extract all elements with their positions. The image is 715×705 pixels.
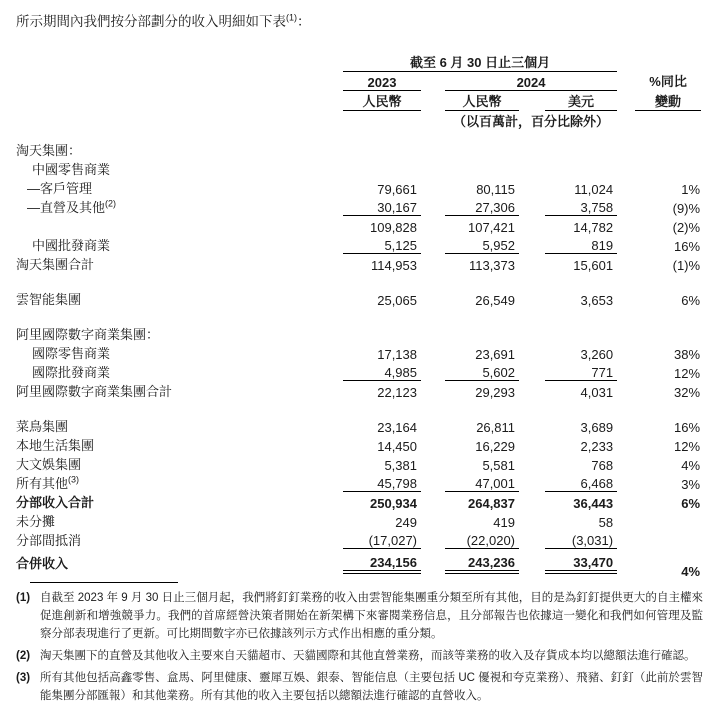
row-label-text: 阿里國際數字商業集團： bbox=[16, 326, 160, 342]
row-label-text: 大文娛集團 bbox=[16, 456, 82, 472]
row-label bbox=[16, 530, 343, 549]
row-label bbox=[16, 140, 343, 159]
spacer-cell bbox=[16, 273, 701, 289]
footnote-marker: (1) bbox=[16, 591, 31, 604]
value-yoy: (2)% bbox=[672, 219, 701, 235]
empty-cell bbox=[421, 110, 445, 130]
value-2024-rmb: 47,001 bbox=[445, 473, 519, 492]
row-label bbox=[16, 343, 343, 362]
spacer-cell bbox=[519, 473, 545, 492]
row-label bbox=[16, 435, 343, 454]
empty-cell bbox=[16, 110, 343, 130]
table-row bbox=[16, 549, 701, 572]
footnotes-section bbox=[16, 589, 707, 705]
spacer-cell bbox=[16, 308, 701, 324]
row-label bbox=[16, 549, 343, 572]
value-yoy: 12% bbox=[674, 365, 701, 381]
empty-cell bbox=[16, 71, 343, 90]
spacer-cell bbox=[617, 473, 635, 492]
value-2024-usd bbox=[545, 324, 617, 343]
spacer-cell bbox=[617, 530, 635, 549]
value-2024-rmb: 113,373 bbox=[468, 257, 515, 273]
spacer-cell bbox=[617, 492, 635, 511]
header-yoy: %同比 bbox=[649, 74, 687, 89]
row-label-text: 合併收入 bbox=[16, 555, 69, 571]
footnote bbox=[16, 669, 707, 705]
value-2023-rmb bbox=[343, 140, 421, 159]
value-2023-rmb: 23,164 bbox=[377, 419, 417, 435]
table-row bbox=[16, 454, 701, 473]
value-yoy: 6% bbox=[681, 292, 701, 308]
spacer-cell bbox=[617, 235, 635, 254]
spacer-cell bbox=[617, 324, 635, 343]
row-label-text: 未分攤 bbox=[16, 513, 56, 529]
footnote-ref: (1) bbox=[286, 12, 297, 23]
value-2024-rmb: 243,236 bbox=[445, 549, 519, 572]
value-2023-rmb: 234,156 bbox=[343, 549, 421, 572]
spacer-cell bbox=[519, 159, 545, 178]
value-2023-rmb: 22,123 bbox=[377, 384, 417, 400]
spacer-cell bbox=[421, 492, 445, 511]
spacer-cell bbox=[617, 511, 635, 530]
table-row bbox=[16, 324, 701, 343]
empty-cell bbox=[617, 51, 635, 71]
value-2023-rmb: 114,953 bbox=[370, 257, 417, 273]
table-row bbox=[16, 216, 701, 235]
value-2023-rmb: 5,381 bbox=[384, 457, 417, 473]
value-2024-rmb: 80,115 bbox=[476, 181, 515, 197]
spacer-cell bbox=[617, 343, 635, 362]
value-2024-usd: 58 bbox=[598, 514, 614, 530]
value-yoy: (1)% bbox=[672, 257, 701, 273]
table-row bbox=[16, 362, 701, 381]
header-year-2023: 2023 bbox=[343, 71, 421, 90]
spacer-cell bbox=[421, 289, 445, 308]
footnote-text: 自截至 2023 年 9 月 30 日止三個月起，我們將釘釘業務的收入由雲智能集團重分類至所有其他，目的是為釘釘提供更大的自主權來促進創新和增強競爭力。我們的首席經營決策者開始在新架構下來審閱業務信息，且分部報告也依據這一變化和我們如何管理及監察分部表現進行了更新。可比期間數字亦已依據該列示方式作出相應的重分類。 bbox=[40, 591, 703, 640]
row-label bbox=[16, 362, 343, 381]
value-2024-rmb: 419 bbox=[493, 514, 515, 530]
row-label bbox=[16, 492, 343, 511]
value-2024-usd: 11,024 bbox=[574, 181, 614, 197]
row-label bbox=[16, 416, 343, 435]
spacer-cell bbox=[421, 216, 445, 235]
row-label bbox=[16, 197, 343, 216]
spacer-cell bbox=[617, 178, 635, 197]
row-label bbox=[16, 216, 343, 235]
footnote-ref: (3) bbox=[68, 474, 80, 485]
table-row bbox=[16, 178, 701, 197]
row-label bbox=[16, 381, 343, 400]
empty-cell bbox=[617, 90, 635, 110]
spacer-cell bbox=[421, 178, 445, 197]
header-rmb-2024: 人民幣 bbox=[445, 90, 519, 110]
footnote-text: 所有其他包括高鑫零售、盒馬、阿里健康、靈犀互娛、銀泰、智能信息（主要包括 UC 優視和夸克業務）、飛豬、釘釘（此前於雲智能集團分部匯報）和其他業務。所有其他的收入主要包括以總額法進行確認的直營收入。 bbox=[40, 671, 703, 702]
value-2023-rmb: 5,125 bbox=[343, 235, 421, 254]
row-label-text: 菜鳥集團 bbox=[16, 418, 69, 434]
spacer-cell bbox=[421, 473, 445, 492]
value-2024-usd: 771 bbox=[545, 362, 617, 381]
row-label-text: 國際批發商業 bbox=[32, 364, 111, 380]
footnote-marker: (2) bbox=[16, 649, 31, 662]
row-label-text: 淘天集團： bbox=[16, 142, 82, 158]
row-label bbox=[16, 235, 343, 254]
value-2024-rmb: 5,602 bbox=[445, 362, 519, 381]
row-label-text: 分部收入合計 bbox=[16, 494, 95, 510]
spacer-cell bbox=[617, 435, 635, 454]
spacer-cell bbox=[519, 216, 545, 235]
empty-cell bbox=[16, 51, 343, 71]
header-gap bbox=[16, 130, 701, 140]
empty-cell bbox=[421, 71, 445, 90]
spacer-cell bbox=[617, 381, 635, 400]
spacer-cell bbox=[519, 511, 545, 530]
value-2023-rmb: 4,985 bbox=[343, 362, 421, 381]
spacer-cell bbox=[617, 197, 635, 216]
row-label-text: 雲智能集團 bbox=[16, 291, 82, 307]
value-2024-usd: 2,233 bbox=[580, 438, 614, 454]
spacer-cell bbox=[617, 254, 635, 273]
spacer-cell bbox=[519, 140, 545, 159]
table-row bbox=[16, 289, 701, 308]
row-label-text: —客戶管理 bbox=[27, 180, 93, 196]
value-2024-usd: 4,031 bbox=[580, 384, 614, 400]
header-yoy-change: 變動 bbox=[635, 90, 701, 110]
value-yoy: 16% bbox=[674, 419, 701, 435]
table-row bbox=[16, 435, 701, 454]
table-body bbox=[16, 140, 701, 579]
row-label bbox=[16, 178, 343, 197]
spacer-cell bbox=[421, 435, 445, 454]
intro-main: 所示期間內我們按分部劃分的收入明細如下表 bbox=[16, 14, 286, 29]
spacer-cell bbox=[519, 235, 545, 254]
row-label-text: 本地生活集團 bbox=[16, 437, 95, 453]
spacer-cell bbox=[519, 416, 545, 435]
header-rmb-2023: 人民幣 bbox=[343, 90, 421, 110]
header-year-2024: 2024 bbox=[445, 71, 617, 90]
value-2024-rmb: 264,837 bbox=[468, 495, 515, 511]
spacer-cell bbox=[421, 140, 445, 159]
value-2024-usd: (3,031) bbox=[545, 530, 617, 549]
row-label bbox=[16, 454, 343, 473]
spacer-cell bbox=[519, 289, 545, 308]
value-yoy: 4% bbox=[681, 457, 701, 473]
value-2023-rmb: 14,450 bbox=[377, 438, 417, 454]
spacer-cell bbox=[617, 140, 635, 159]
row-label-text: 所有其他 bbox=[16, 475, 69, 491]
row-label-text: 國際零售商業 bbox=[32, 345, 111, 361]
spacer-cell bbox=[519, 381, 545, 400]
table-row bbox=[16, 140, 701, 159]
value-yoy: 38% bbox=[674, 346, 701, 362]
header-row-period bbox=[16, 51, 701, 71]
footnote-text: 淘天集團下的直營及其他收入主要來自天貓超市、天貓國際和其他直營業務，而該等業務的收入及存貨成本均以總額法進行確認。 bbox=[40, 649, 696, 662]
spacer-cell bbox=[421, 511, 445, 530]
spacer-row bbox=[16, 400, 701, 416]
spacer-cell bbox=[421, 324, 445, 343]
spacer-cell bbox=[617, 289, 635, 308]
table-row bbox=[16, 530, 701, 549]
spacer-cell bbox=[421, 416, 445, 435]
spacer-cell bbox=[421, 549, 445, 572]
table-row bbox=[16, 492, 701, 511]
footnote-ref: (2) bbox=[105, 198, 117, 209]
value-2023-rmb: 17,138 bbox=[377, 346, 417, 362]
spacer-cell bbox=[16, 400, 701, 416]
value-2024-usd bbox=[545, 140, 617, 159]
empty-cell bbox=[617, 71, 635, 90]
spacer-cell bbox=[519, 324, 545, 343]
value-yoy: 4% bbox=[681, 563, 701, 579]
value-2024-rmb: 16,229 bbox=[475, 438, 515, 454]
value-2024-rmb: 26,811 bbox=[476, 419, 515, 435]
value-yoy: 32% bbox=[674, 384, 701, 400]
value-2024-usd: 36,443 bbox=[573, 495, 614, 511]
row-label-text: 分部間抵消 bbox=[16, 532, 82, 548]
footnote-separator bbox=[30, 582, 178, 583]
empty-cell bbox=[16, 90, 343, 110]
spacer-cell bbox=[519, 492, 545, 511]
value-2024-rmb: 5,952 bbox=[445, 235, 519, 254]
spacer-cell bbox=[421, 254, 445, 273]
value-yoy bbox=[635, 140, 701, 159]
row-label-text: 中國批發商業 bbox=[32, 237, 111, 253]
spacer-cell bbox=[617, 362, 635, 381]
spacer-cell bbox=[519, 435, 545, 454]
value-yoy bbox=[635, 324, 701, 343]
spacer-cell bbox=[617, 454, 635, 473]
intro-text bbox=[16, 12, 707, 31]
empty-cell bbox=[617, 110, 635, 130]
empty-cell bbox=[343, 110, 421, 130]
value-2024-usd: 33,470 bbox=[545, 549, 617, 572]
value-2024-usd: 3,689 bbox=[580, 419, 614, 435]
row-label bbox=[16, 289, 343, 308]
row-label-text: —直營及其他 bbox=[27, 199, 106, 215]
value-2024-rmb bbox=[445, 324, 519, 343]
spacer-cell bbox=[617, 549, 635, 572]
row-label-text: 阿里國際數字商業集團合計 bbox=[16, 383, 173, 399]
intro-colon: ： bbox=[297, 14, 311, 29]
table-row bbox=[16, 343, 701, 362]
value-2024-rmb bbox=[445, 140, 519, 159]
empty-cell bbox=[635, 51, 701, 71]
value-yoy: (9)% bbox=[672, 200, 701, 216]
spacer-cell bbox=[617, 216, 635, 235]
value-2024-rmb: 107,421 bbox=[468, 219, 515, 235]
value-2023-rmb bbox=[343, 159, 421, 178]
value-2023-rmb: (17,027) bbox=[343, 530, 421, 549]
spacer-cell bbox=[519, 197, 545, 216]
spacer-cell bbox=[519, 178, 545, 197]
spacer-cell bbox=[519, 530, 545, 549]
value-2024-usd: 14,782 bbox=[573, 219, 614, 235]
row-label bbox=[16, 324, 343, 343]
value-2023-rmb bbox=[343, 324, 421, 343]
table-row bbox=[16, 197, 701, 216]
table-row bbox=[16, 381, 701, 400]
empty-cell bbox=[519, 90, 545, 110]
spacer-cell bbox=[421, 454, 445, 473]
value-2024-rmb: 29,293 bbox=[475, 384, 515, 400]
value-2024-usd: 3,260 bbox=[580, 346, 614, 362]
header-row-unit bbox=[16, 110, 701, 130]
value-2023-rmb: 249 bbox=[395, 514, 417, 530]
value-2023-rmb: 30,167 bbox=[343, 197, 421, 216]
row-label bbox=[16, 473, 343, 492]
value-yoy: 16% bbox=[674, 238, 701, 254]
value-2024-usd: 768 bbox=[591, 457, 614, 473]
value-2024-rmb: (22,020) bbox=[445, 530, 519, 549]
value-2023-rmb: 79,661 bbox=[377, 181, 417, 197]
spacer-cell bbox=[421, 197, 445, 216]
footnote-marker: (3) bbox=[16, 671, 31, 684]
value-yoy bbox=[635, 511, 701, 530]
value-2024-usd: 15,601 bbox=[573, 257, 614, 273]
value-2024-usd: 3,758 bbox=[545, 197, 617, 216]
value-2023-rmb: 250,934 bbox=[370, 495, 417, 511]
spacer-cell bbox=[519, 254, 545, 273]
value-2023-rmb: 109,828 bbox=[370, 219, 417, 235]
value-yoy bbox=[635, 159, 701, 178]
spacer-cell bbox=[617, 159, 635, 178]
row-label bbox=[16, 511, 343, 530]
footnote bbox=[16, 589, 707, 643]
value-yoy: 3% bbox=[681, 476, 701, 492]
table-row bbox=[16, 159, 701, 178]
header-row-years bbox=[16, 71, 701, 90]
table-row bbox=[16, 511, 701, 530]
spacer-row bbox=[16, 273, 701, 289]
empty-cell bbox=[635, 110, 701, 130]
spacer-row bbox=[16, 308, 701, 324]
spacer-cell bbox=[519, 549, 545, 572]
spacer-cell bbox=[519, 362, 545, 381]
value-2024-rmb: 5,581 bbox=[482, 457, 515, 473]
header-unit-note: （以百萬計，百分比除外） bbox=[453, 113, 610, 129]
value-yoy: 12% bbox=[674, 438, 701, 454]
header-usd: 美元 bbox=[545, 90, 617, 110]
value-2024-rmb: 23,691 bbox=[475, 346, 515, 362]
value-2024-usd: 819 bbox=[545, 235, 617, 254]
spacer-cell bbox=[421, 235, 445, 254]
header-row-currencies bbox=[16, 90, 701, 110]
table-row bbox=[16, 235, 701, 254]
spacer-cell bbox=[421, 343, 445, 362]
revenue-by-segment-table bbox=[16, 51, 701, 579]
value-2024-rmb: 27,306 bbox=[445, 197, 519, 216]
value-2024-usd: 6,468 bbox=[545, 473, 617, 492]
row-label bbox=[16, 254, 343, 273]
spacer-cell bbox=[421, 530, 445, 549]
table-row bbox=[16, 473, 701, 492]
value-2024-rmb bbox=[445, 159, 519, 178]
value-yoy: 6% bbox=[681, 495, 701, 511]
spacer-cell bbox=[617, 416, 635, 435]
empty-cell bbox=[421, 90, 445, 110]
spacer-cell bbox=[421, 159, 445, 178]
footnote bbox=[16, 647, 707, 665]
table-row bbox=[16, 254, 701, 273]
row-label-text: 中國零售商業 bbox=[32, 161, 111, 177]
spacer-cell bbox=[519, 454, 545, 473]
spacer-cell bbox=[519, 343, 545, 362]
spacer-cell bbox=[421, 381, 445, 400]
value-2023-rmb: 25,065 bbox=[377, 292, 417, 308]
header-period: 截至 6 月 30 日止三個月 bbox=[343, 51, 617, 71]
value-yoy bbox=[635, 530, 701, 549]
value-2023-rmb: 45,798 bbox=[343, 473, 421, 492]
value-2024-usd bbox=[545, 159, 617, 178]
value-2024-rmb: 26,549 bbox=[475, 292, 515, 308]
value-yoy: 1% bbox=[681, 181, 701, 197]
row-label bbox=[16, 159, 343, 178]
row-label-text: 淘天集團合計 bbox=[16, 256, 95, 272]
empty-cell bbox=[16, 130, 701, 140]
table-row bbox=[16, 416, 701, 435]
spacer-cell bbox=[421, 362, 445, 381]
value-2024-usd: 3,653 bbox=[580, 292, 614, 308]
